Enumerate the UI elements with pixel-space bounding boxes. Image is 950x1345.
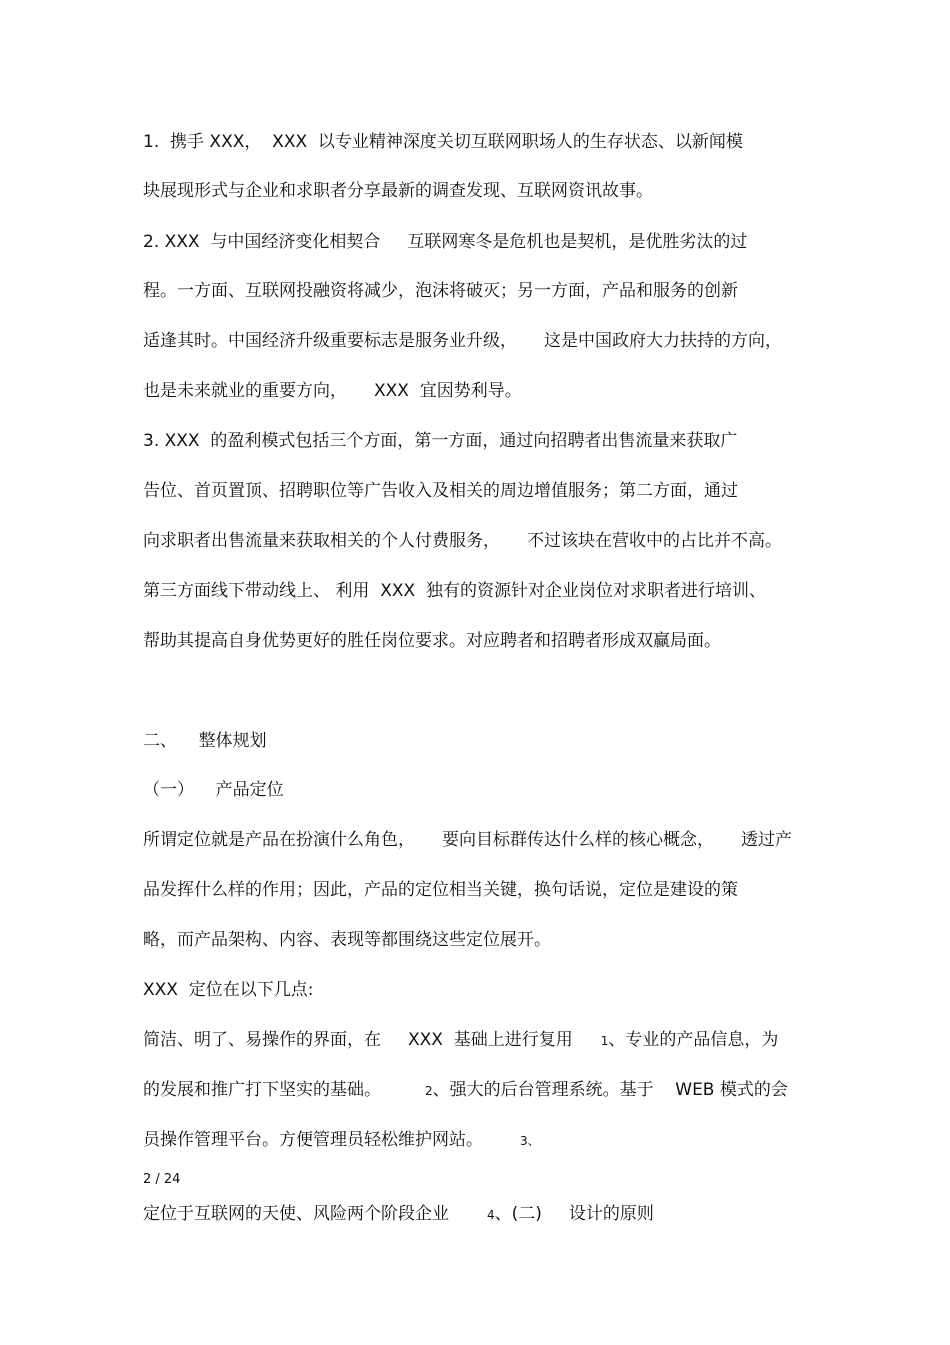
paragraph-line: 向求职者出售流量来获取相关的个人付费服务， 不过该块在营收中的占比并不高。	[143, 531, 783, 551]
line-text: 、专业的产品信息，为	[608, 1030, 779, 1050]
line-text: 定位于互联网的天使、风险两个阶段企业	[143, 1204, 449, 1224]
section-heading: 二、 整体规划	[143, 731, 267, 751]
paragraph-line: 品发挥什么样的作用；因此，产品的定位相当关键，换句话说，定位是建设的策	[143, 880, 738, 900]
list-number: 2	[425, 1084, 433, 1098]
paragraph-line: 适逢其时。中国经济升级重要标志是服务业升级， 这是中国政府大力扶持的方向，	[143, 331, 783, 351]
paragraph-line: 程。一方面、互联网投融资将减少，泡沫将破灭；另一方面，产品和服务的创新	[143, 281, 738, 301]
paragraph-line: 所谓定位就是产品在扮演什么角色， 要向目标群传达什么样的核心概念， 透过产	[143, 830, 793, 850]
paragraph-line: 2. XXX 与中国经济变化相契合 互联网寒冬是危机也是契机，是优胜劣汰的过	[143, 232, 748, 252]
paragraph-line: 3. XXX 的盈利模式包括三个方面，第一方面，通过向招聘者出售流量来获取广	[143, 431, 738, 451]
paragraph-line: 告位、首页置顶、招聘职位等广告收入及相关的周边增值服务；第二方面，通过	[143, 481, 738, 501]
paragraph-line: 第三方面线下带动线上、 利用 XXX 独有的资源针对企业岗位对求职者进行培训、	[143, 581, 766, 601]
list-number: 3	[520, 1134, 528, 1148]
line-text: 、强大的后台管理系统。基于 WEB 模式的会	[432, 1080, 788, 1100]
paragraph-line	[143, 1079, 788, 1102]
page-number: 2 / 24	[143, 1172, 181, 1187]
paragraph-line	[143, 1029, 778, 1052]
paragraph-line	[143, 1129, 540, 1152]
list-number: 1	[600, 1034, 609, 1048]
paragraph-line: 略，而产品架构、内容、表现等都围绕这些定位展开。	[143, 930, 551, 950]
subsection-heading: （一） 产品定位	[143, 780, 284, 800]
line-text: 员操作管理平台。方便管理员轻松维护网站。	[143, 1130, 483, 1150]
paragraph-line: 1. 携手 XXX， XXX 以专业精神深度关切互联网职场人的生存状态、以新闻模	[143, 132, 743, 152]
paragraph-line	[143, 1203, 654, 1226]
line-text: 、(二) 设计的原则	[494, 1204, 654, 1224]
line-text: 简洁、明了、易操作的界面，在 XXX 基础上进行复用	[143, 1030, 573, 1050]
paragraph-line: XXX 定位在以下几点:	[143, 980, 314, 1000]
paragraph-line: 也是未来就业的重要方向， XXX 宜因势利导。	[143, 381, 522, 401]
line-text: 的发展和推广打下坚实的基础。	[143, 1080, 381, 1100]
list-number: 4	[487, 1208, 495, 1222]
paragraph-line: 块展现形式与企业和求职者分享最新的调查发现、互联网资讯故事。	[143, 181, 653, 201]
line-text: 、	[527, 1134, 540, 1148]
paragraph-line: 帮助其提高自身优势更好的胜任岗位要求。对应聘者和招聘者形成双赢局面。	[143, 631, 721, 651]
